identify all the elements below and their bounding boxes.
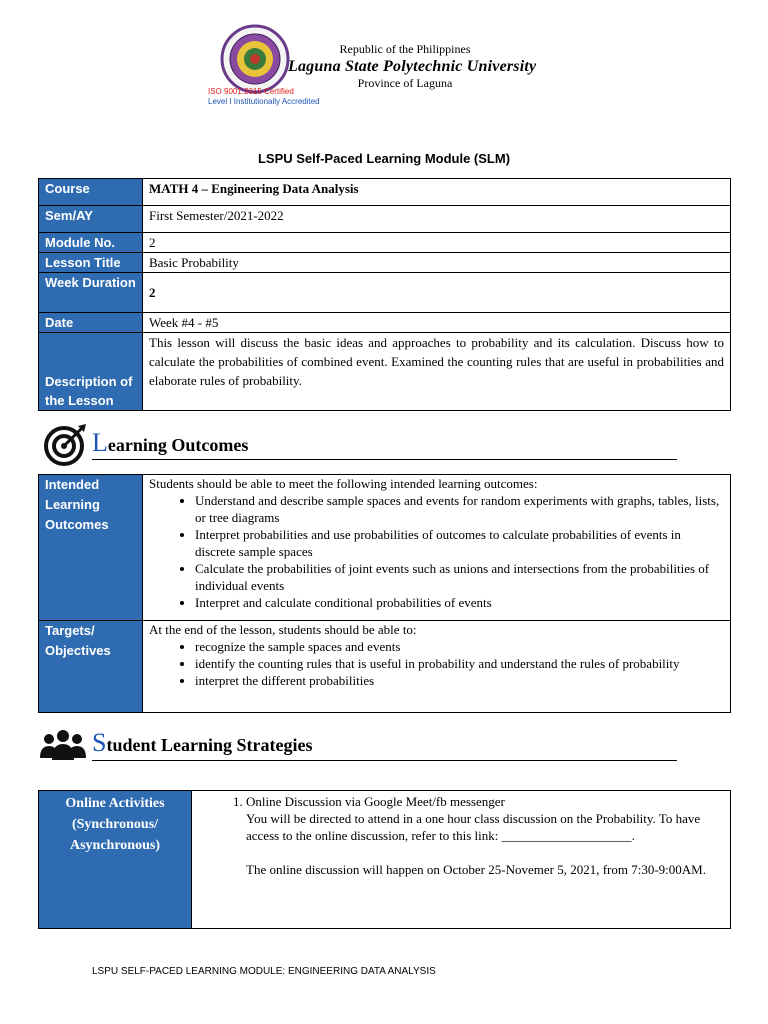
list-item: • Interpret probabilities and use probabilities of outcomes to calculate probabilities of events in discrete sample spaces xyxy=(195,526,724,560)
date-label: Date xyxy=(39,313,143,333)
week-label: Week Duration xyxy=(39,273,143,313)
university-name: Laguna State Polytechnic University xyxy=(288,58,537,75)
group-people-icon xyxy=(38,728,88,764)
strategies-heading xyxy=(92,728,312,758)
activity-text-1: You will be directed to attend in a one hour class discussion on the Probability. To have access to the online discussion, refer to this link: ____________________. xyxy=(246,811,701,843)
accreditation-text: Level I Institutionally Accredited xyxy=(208,97,320,106)
date-value: Week #4 - #5 xyxy=(143,313,731,333)
course-info-table xyxy=(38,178,731,411)
description-label: Description of the Lesson xyxy=(39,333,143,411)
online-label-line-2: (Synchronous/ xyxy=(71,817,159,832)
learning-outcomes-heading-rest: earning Outcomes xyxy=(107,435,249,455)
description-value: This lesson will discuss the basic ideas and approaches to probability and its calculation. Discuss how to calculate the probabilities of combined event. Examined the counting rules that are useful in probabilities and elaborate rules of probability. xyxy=(143,333,731,411)
strategies-heading-cap: S xyxy=(92,728,107,757)
list-item: • interpret the different probabilities xyxy=(195,672,724,689)
targets-intro: At the end of the lesson, students should be able to: xyxy=(149,622,417,637)
online-activities-content xyxy=(192,791,731,929)
sem-label: Sem/AY xyxy=(39,206,143,233)
targets-content xyxy=(143,621,731,713)
sem-value: First Semester/2021-2022 xyxy=(143,206,731,233)
activity-text-2: The online discussion will happen on October 25-Novemer 5, 2021, from 7:30-9:00AM. xyxy=(246,862,706,877)
module-title: LSPU Self-Paced Learning Module (SLM) xyxy=(257,151,511,166)
ilo-list xyxy=(149,492,724,611)
online-label-line-1: Online Activities xyxy=(65,796,165,811)
activity-title: 1. Online Discussion via Google Meet/fb messenger xyxy=(246,794,505,809)
list-item: • Understand and describe sample spaces and events for random experiments with graphs, tables, lists, or tree diagrams xyxy=(195,492,724,526)
learning-outcomes-heading xyxy=(92,428,248,458)
ilo-label: Intended Learning Outcomes xyxy=(39,475,143,621)
course-label: Course xyxy=(39,179,143,206)
learning-outcomes-table xyxy=(38,474,731,713)
lesson-label: Lesson Title xyxy=(39,253,143,273)
list-item xyxy=(246,793,722,878)
page-footer: LSPU SELF-PACED LEARNING MODULE: ENGINEERING DATA ANALYSIS xyxy=(92,966,436,977)
target-icon xyxy=(42,422,88,468)
list-item: • Interpret and calculate conditional probabilities of events xyxy=(195,594,724,611)
learning-outcomes-rule xyxy=(92,459,677,460)
republic-text: Republic of the Philippines xyxy=(339,42,471,56)
learning-outcomes-heading-cap: L xyxy=(92,428,108,457)
list-item: • Calculate the probabilities of joint events such as unions and intersections from the probabilities of individual events xyxy=(195,560,724,594)
targets-list xyxy=(149,638,724,689)
week-value: 2 xyxy=(143,273,731,313)
ilo-content xyxy=(143,475,731,621)
list-item: • identify the counting rules that is useful in probability and understand the rules of probability xyxy=(195,655,724,672)
online-activities-table xyxy=(38,790,731,929)
strategies-rule xyxy=(92,760,677,761)
list-item: • recognize the sample spaces and events xyxy=(195,638,724,655)
course-value: MATH 4 – Engineering Data Analysis xyxy=(143,179,731,206)
online-activities-label xyxy=(39,791,192,929)
iso-certification: ISO 9001:2015 Certified xyxy=(208,87,294,96)
targets-label: Targets/ Objectives xyxy=(39,621,143,713)
module-label: Module No. xyxy=(39,233,143,253)
ilo-intro: Students should be able to meet the following intended learning outcomes: xyxy=(149,476,538,491)
province-text: Province of Laguna xyxy=(357,76,453,90)
online-label-line-3: Asynchronous) xyxy=(70,838,160,853)
strategies-heading-rest: tudent Learning Strategies xyxy=(106,735,313,755)
online-activities-list xyxy=(196,793,722,878)
module-value: 2 xyxy=(143,233,731,253)
lesson-value: Basic Probability xyxy=(143,253,731,273)
